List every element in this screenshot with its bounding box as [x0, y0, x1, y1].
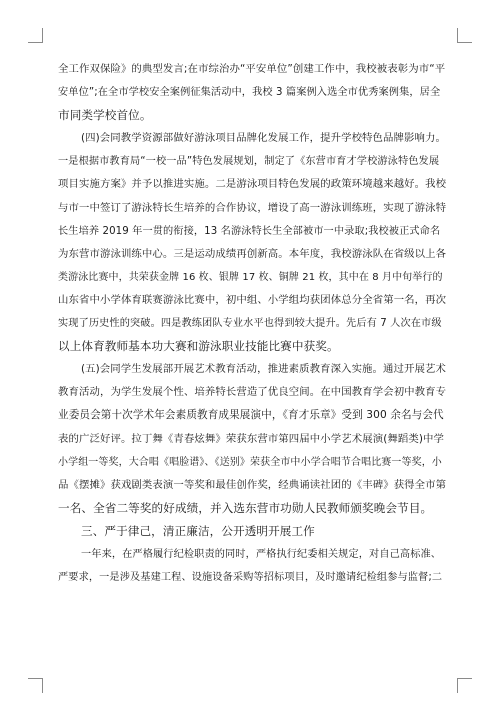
text-line: (四)会同教学资源部做好游泳项目品牌化发展工作，提升学校特色品牌影响力。	[81, 132, 446, 145]
text-line: 一年来，在严格履行纪检职责的同时，严格执行纪委相关规定，对自己高标准、	[81, 548, 442, 560]
text-line: 业委员会第十次学术年会素质教育成果展演中，《育才乐章》受到 300 余名与会代	[58, 409, 444, 422]
text-line: 品《摆摊》获戏剧类表演一等奖和最佳创作奖，经典诵读社团的《丰碑》获得全市第	[58, 478, 446, 491]
document-page	[58, 58, 446, 698]
text-line: 与市一中签订了游泳特长生培养的合作协议，增设了高一游泳训练班，实现了游泳特	[58, 201, 446, 214]
text-line: 类游泳比赛中，共荣获金牌 16 枚、银牌 17 枚、铜牌 21 枚，其中在 8 月中旬举行的	[58, 271, 443, 283]
crop-mark-top-left	[28, 28, 43, 43]
text-line: 一名、全省二等奖的好成绩，并入选东营市功勋人民教师颁奖晚会节目。	[58, 500, 433, 515]
crop-mark-bottom-left	[28, 678, 43, 693]
text-line: 小学组一等奖，大合唱《唱脸谱》、《送别》荣获全市中小学合唱节合唱比赛一等奖，小	[58, 456, 442, 468]
text-line: 项目实施方案》并予以推进实施。二是游泳项目特色发展的政策环境越来越好。我校	[58, 178, 446, 191]
text-line: 为东营市游泳训练中心。三是运动成绩再创新高。本年度，我校游泳队在省级以上各	[58, 247, 446, 260]
text-line: 全工作双保险》的典型发言;在市综治办“平安单位”创建工作中，我校被表彰为市“平	[58, 63, 446, 75]
text-line: 表的广泛好评。拉丁舞《青春炫舞》荣获东营市第四届中小学艺术展演(舞蹈类)中学	[58, 432, 444, 445]
crop-mark-top-right	[457, 28, 472, 43]
text-line: 严要求，一是涉及基建工程、设施设备采购等招标项目，及时邀请纪检组参与监督;二	[58, 572, 443, 584]
text-line: 实现了历史性的突破。四是教练团队专业水平也得到较大提升。先后有 7 人次在市级	[58, 318, 442, 330]
text-line: 山东省中小学体育联赛游泳比赛中，初中组、小学组均获团体总分全省第一名，再次	[58, 293, 446, 306]
text-line: 教育活动，为学生发展个性、培养特长营造了优良空间。在中国教育学会初中教育专	[58, 386, 446, 399]
text-line: 以上体育教师基本功大赛和游泳职业技能比赛中获奖。	[58, 339, 339, 354]
crop-mark-bottom-right	[457, 678, 472, 693]
text-line: 市同类学校首位。	[58, 108, 152, 123]
text-line: 长生培养 2019 年一贯的衔接，13 名游泳特长生全部被市一中录取;我校被正式命名	[58, 225, 441, 237]
text-line: 安单位”;在全市学校安全案例征集活动中，我校 3 篇案例入选全市优秀案例集，居全	[58, 87, 441, 99]
text-line: 三、严于律己，清正廉洁，公开透明开展工作	[81, 523, 315, 538]
text-line: 一是根据市教育局“一校一品”特色发展规划，制定了《东营市育才学校游泳特色发展	[58, 156, 440, 168]
text-line: (五)会同学生发展部开展艺术教育活动，推进素质教育深入实施。通过开展艺术	[81, 363, 446, 376]
